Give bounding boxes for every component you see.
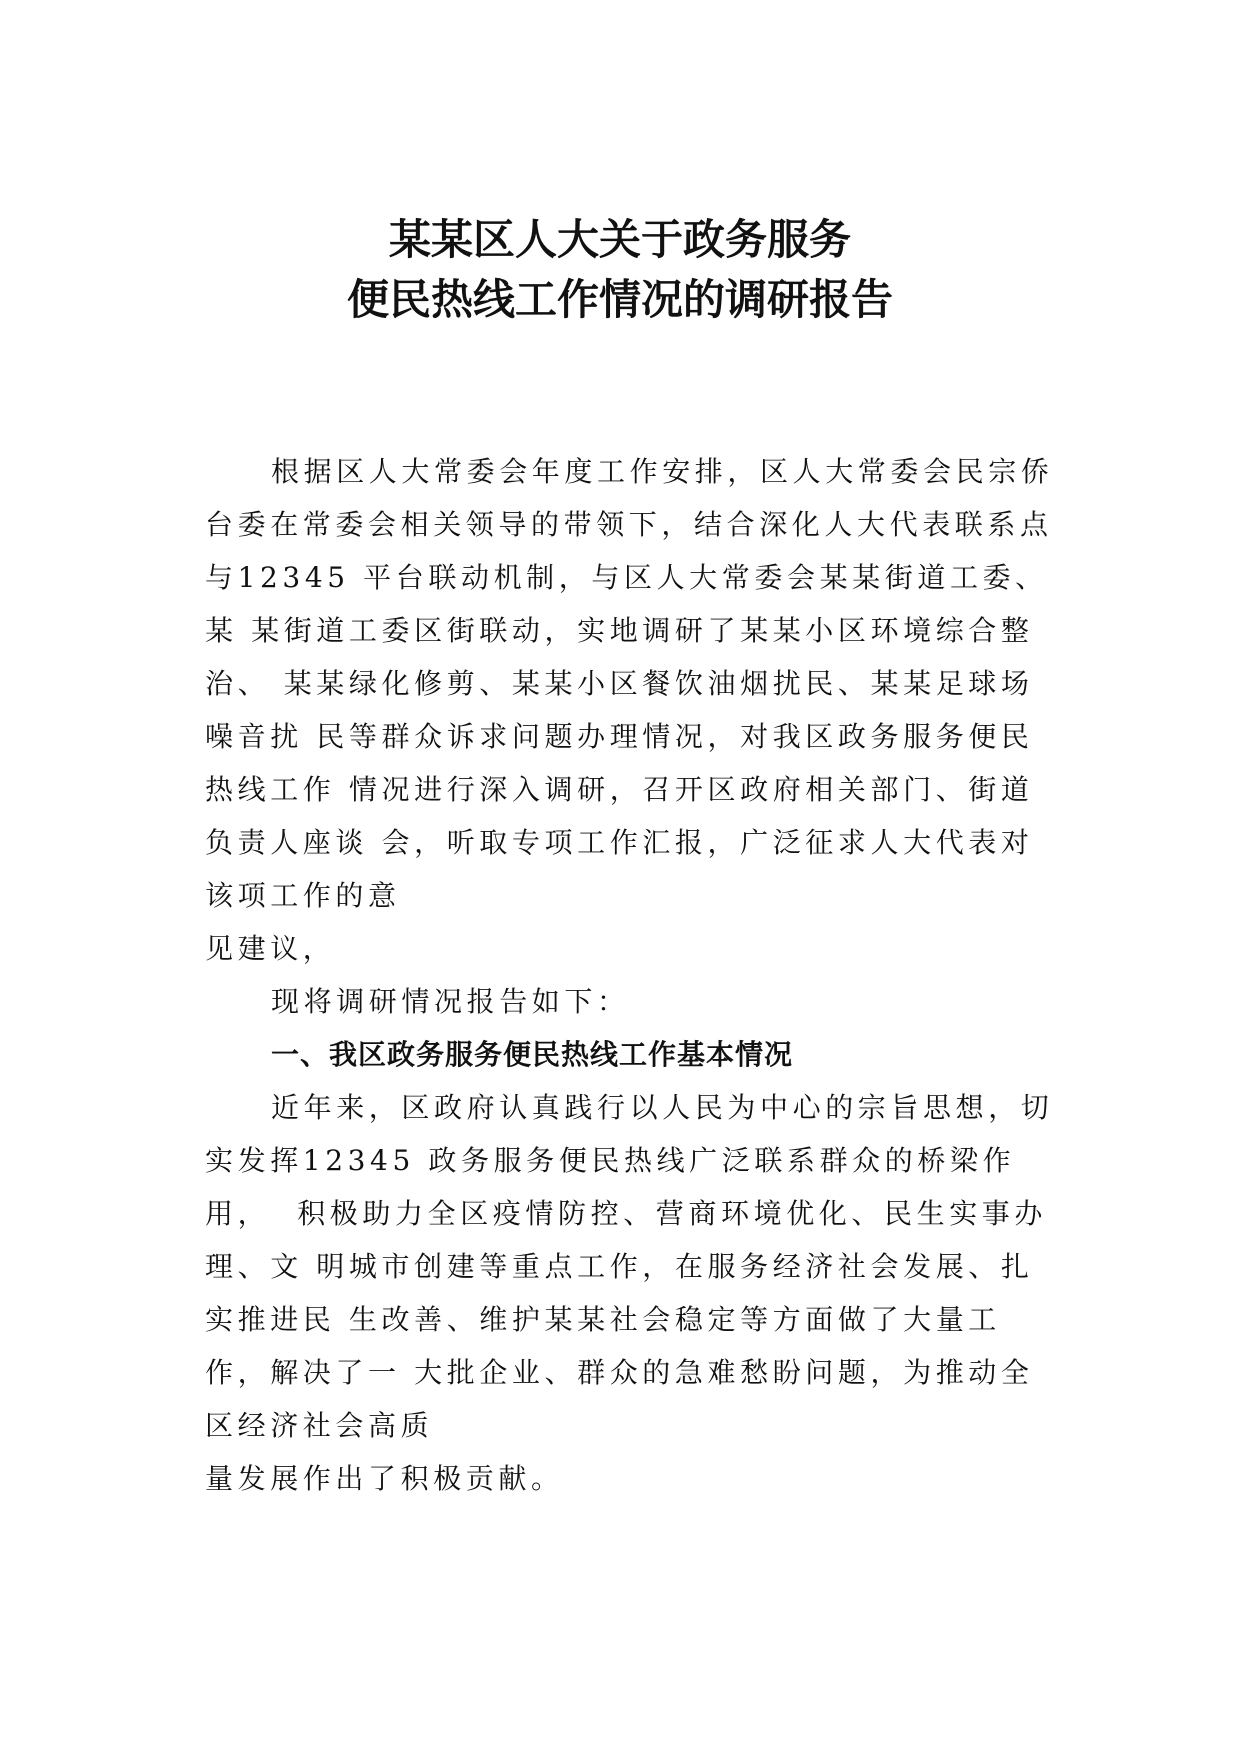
document-title xyxy=(0,210,1240,330)
paragraph-1-line: 负责人座谈 会，听取专项工作汇报，广泛征求人大代表对 xyxy=(205,826,1034,859)
paragraph-3-line: 实发挥12345 政务服务便民热线广泛联系群众的桥梁作 xyxy=(205,1144,1016,1177)
paragraph-1-line: 与12345 平台联动机制，与区人大常委会某某街道工委、 xyxy=(205,561,1048,594)
paragraph-1-line: 根据区人大常委会年度工作安排，区人大常委会民宗侨 xyxy=(271,455,1054,488)
section-heading-1: 一、我区政务服务便民热线工作基本情况 xyxy=(271,1038,794,1071)
paragraph-3-line: 理、文 明城市创建等重点工作，在服务经济社会发展、扎 xyxy=(205,1250,1034,1283)
paragraph-1-line: 某 某街道工委区街联动，实地调研了某某小区环境综合整 xyxy=(205,614,1034,647)
paragraph-1-line: 台委在常委会相关领导的带领下，结合深化人大代表联系点 xyxy=(205,508,1053,541)
paragraph-1-line: 治、 某某绿化修剪、某某小区餐饮油烟扰民、某某足球场 xyxy=(205,667,1034,700)
paragraph-1-line: 噪音扰 民等群众诉求问题办理情况，对我区政务服务便民 xyxy=(205,720,1034,753)
title-line-2: 便民热线工作情况的调研报告 xyxy=(346,275,893,324)
paragraph-2-line: 现将调研情况报告如下： xyxy=(271,985,630,1018)
paragraph-1-line: 该项工作的意 xyxy=(205,879,401,912)
paragraph-3-line: 作，解决了一 大批企业、群众的急难愁盼问题，为推动全 xyxy=(205,1356,1034,1389)
paragraph-3-line: 近年来，区政府认真践行以人民为中心的宗旨思想，切 xyxy=(271,1091,1054,1124)
title-line-1: 某某区人大关于政务服务 xyxy=(388,215,851,264)
paragraph-3-line: 用， 积极助力全区疫情防控、营商环境优化、民生实事办 xyxy=(205,1197,1048,1230)
paragraph-1-line: 热线工作 情况进行深入调研，召开区政府相关部门、街道 xyxy=(205,773,1034,806)
paragraph-3-line: 量发展作出了积极贡献。 xyxy=(205,1462,564,1495)
document-body xyxy=(205,445,1085,1505)
paragraph-3-line: 区经济社会高质 xyxy=(205,1409,434,1442)
paragraph-3-line: 实推进民 生改善、维护某某社会稳定等方面做了大量工 xyxy=(205,1303,1001,1336)
paragraph-1-line: 见建议， xyxy=(205,932,336,965)
